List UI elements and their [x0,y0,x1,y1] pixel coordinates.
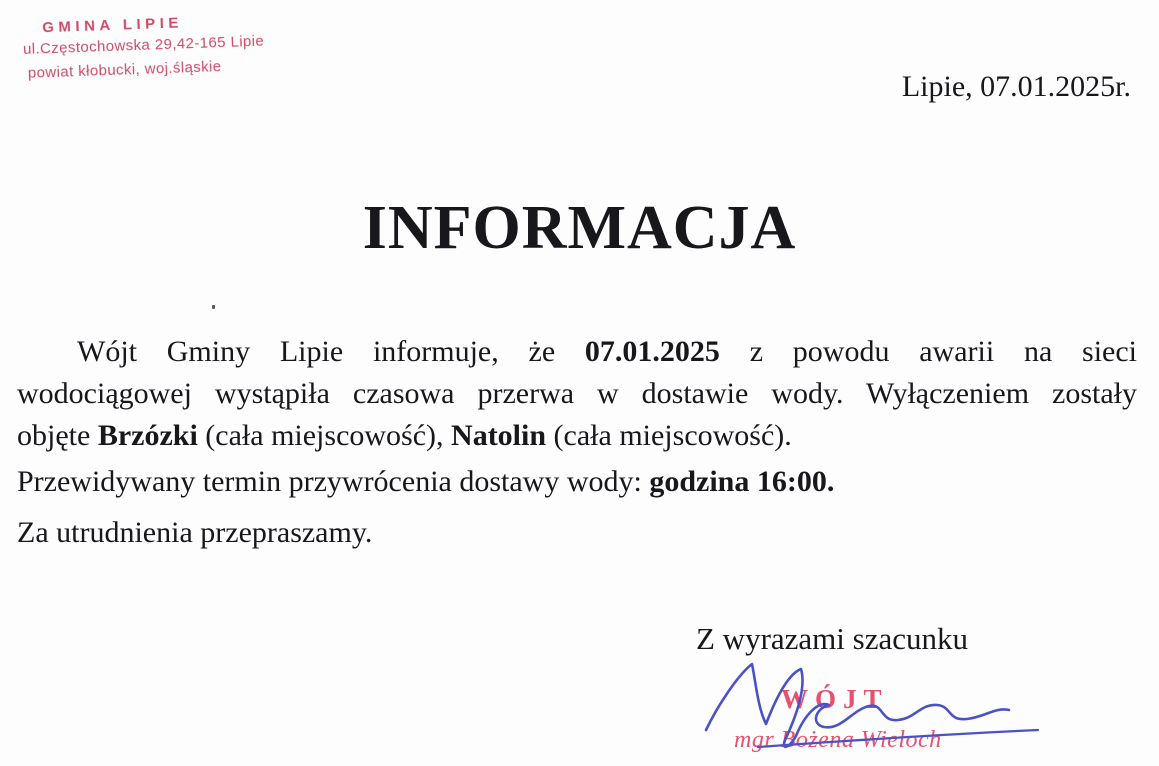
body-line [17,415,1137,457]
body-text-segment: Wójt Gminy Lipie informuje, że [77,335,585,368]
stamp-municipality-name: GMINA LIPIE [41,14,184,37]
municipality-stamp [22,12,265,82]
body-text-segment: (cała miejscowość). [546,419,792,452]
body-text-segment: (cała miejscowość), [197,419,452,452]
restore-time-value: godzina 16:00. [649,465,835,498]
handwritten-signature-ink [688,650,1048,765]
body-paragraph-announcement [17,331,1137,457]
stamp-district: powiat kłobucki, woj.śląskie [27,58,222,82]
body-text-segment: Brzózki [97,419,198,452]
body-line [17,331,1137,373]
document-title: INFORMACJA [362,194,797,262]
body-text-segment: z powodu awarii na sieci [719,335,1138,368]
body-line [17,373,1137,415]
restore-time-text: Przewidywany termin przywrócenia dostawy wody: [17,465,650,498]
body-paragraph-restore-time [17,461,834,503]
stamp-address: ul.Częstochowska 29,42-165 Lipie [22,32,265,58]
closing-salutation: Z wyrazami szacunku [696,621,968,656]
body-text-segment: objęte [17,419,98,452]
body-paragraph-apology: Za utrudnienia przepraszamy. [17,516,373,549]
dateline: Lipie, 07.01.2025r. [901,70,1131,103]
scan-artifact-speck [212,305,215,309]
mayor-name-stamp: mgr Bożena Wieloch [734,727,942,753]
body-text-segment: Natolin [451,419,547,452]
body-text-segment: 07.01.2025 [584,335,720,368]
body-text-segment: wodociągowej wystąpiła czasowa przerwa w dostawie wody. Wyłączeniem zostały [17,377,1137,410]
mayor-title-stamp: WÓJT [781,684,889,714]
